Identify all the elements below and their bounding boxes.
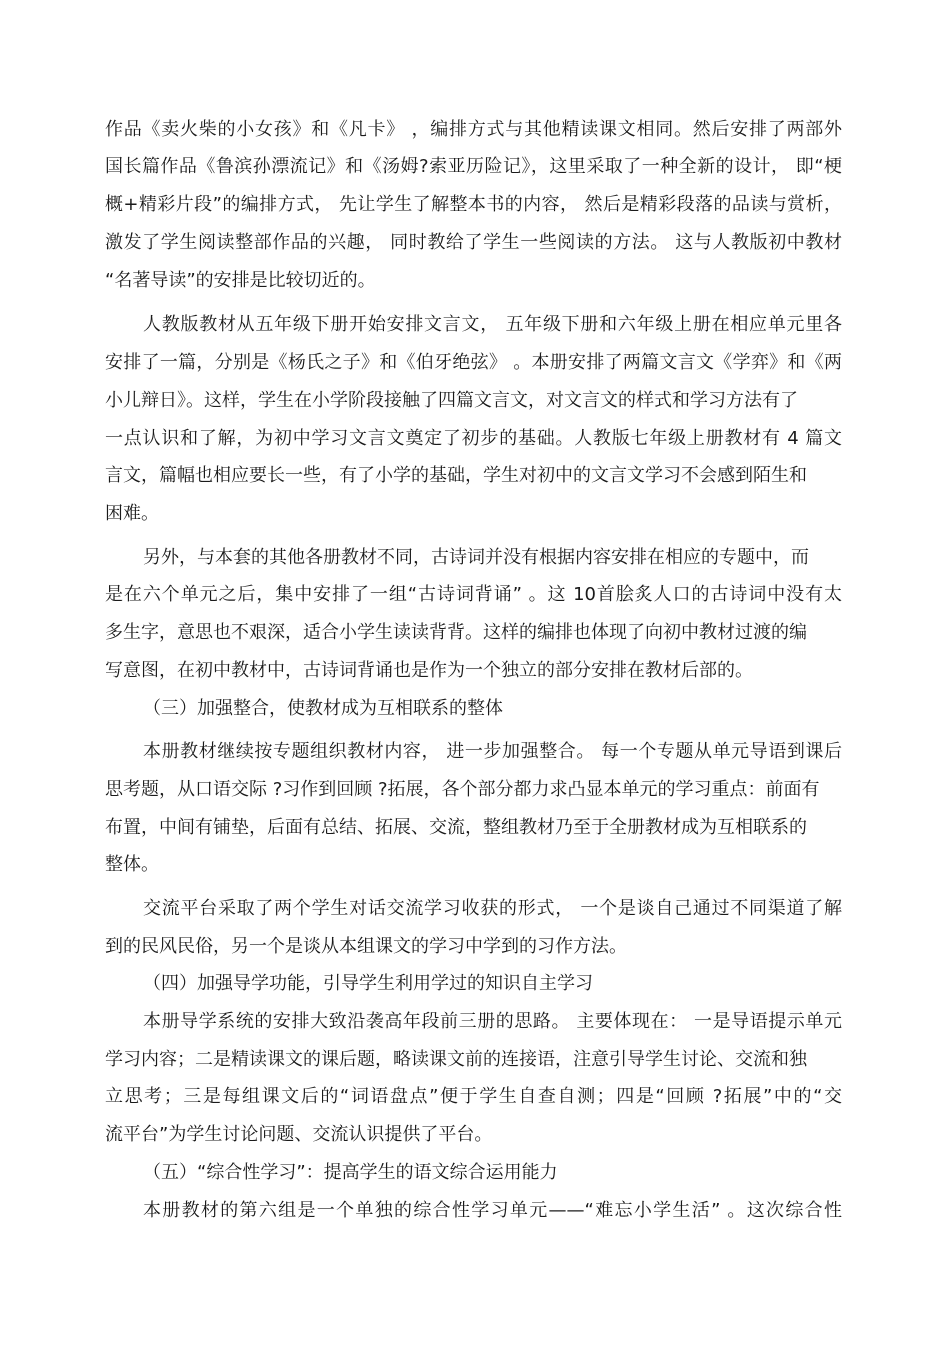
text-line: 整体。 <box>105 854 159 875</box>
text-line: 一点认识和了解，为初中学习文言文奠定了初步的基础。人教版七年级上册教材有 4 篇文 <box>105 428 842 449</box>
text-line: 另外，与本套的其他各册教材不同，古诗词并没有根据内容安排在相应的专题中，而 <box>143 547 809 568</box>
text-line: 小儿辩日》。这样，学生在小学阶段接触了四篇文言文，对文言文的样式和学习方法有了 <box>105 390 798 411</box>
text-line: 概+精彩片段”的编排方式， 先让学生了解整本书的内容， 然后是精彩段落的品读与赏析， <box>105 194 842 215</box>
text-line: 作品《卖火柴的小女孩》和《凡卡》 ，编排方式与其他精读课文相同。然后安排了两部外 <box>105 119 842 140</box>
text-line: 言文，篇幅也相应要长一些，有了小学的基础，学生对初中的文言文学习不会感到陌生和 <box>105 465 807 486</box>
text-line: 本册导学系统的安排大致沿袭高年段前三册的思路。 主要体现在： 一是导语提示单元 <box>143 1011 842 1032</box>
text-line: “名著导读”的安排是比较切近的。 <box>105 270 376 291</box>
text-line: 学习内容；二是精读课文的课后题，略读课文前的连接语，注意引导学生讨论、交流和独 <box>105 1049 807 1070</box>
text-line: 思考题，从口语交际 ?习作到回顾 ?拓展，各个部分都力求凸显本单元的学习重点：前面有 <box>105 779 820 800</box>
text-line: 交流平台采取了两个学生对话交流学习收获的形式， 一个是谈自己通过不同渠道了解 <box>143 898 842 919</box>
text-line: 布置，中间有铺垫，后面有总结、拓展、交流，整组教材乃至于全册教材成为互相联系的 <box>105 817 807 838</box>
text-line: 困难。 <box>105 503 159 524</box>
text-line: 到的民风民俗，另一个是谈从本组课文的学习中学到的习作方法。 <box>105 936 627 957</box>
text-line: 写意图，在初中教材中，古诗词背诵也是作为一个独立的部分安排在教材后部的。 <box>105 660 753 681</box>
text-line: 激发了学生阅读整部作品的兴趣， 同时教给了学生一些阅读的方法。 这与人教版初中教材 <box>105 232 842 253</box>
text-line: 是在六个单元之后，集中安排了一组“古诗词背诵” 。这 10首脍炙人口的古诗词中没有太 <box>105 584 842 605</box>
text-line: 人教版教材从五年级下册开始安排文言文， 五年级下册和六年级上册在相应单元里各 <box>143 314 842 335</box>
text-line: 安排了一篇，分别是《杨氏之子》和《伯牙绝弦》 。本册安排了两篇文言文《学弈》和《两 <box>105 352 842 373</box>
text-line: 本册教材的第六组是一个单独的综合性学习单元——“难忘小学生活” 。这次综合性 <box>143 1200 842 1221</box>
section-heading: （三）加强整合，使教材成为互相联系的整体 <box>143 698 503 719</box>
text-line: 立思考；三是每组课文后的“词语盘点”便于学生自查自测；四是“回顾 ?拓展”中的“交 <box>105 1086 842 1107</box>
text-line: 多生字，意思也不艰深，适合小学生读读背背。这样的编排也体现了向初中教材过渡的编 <box>105 622 807 643</box>
section-heading: （四）加强导学功能，引导学生利用学过的知识自主学习 <box>143 973 593 994</box>
section-heading: （五）“综合性学习”：提高学生的语文综合运用能力 <box>143 1162 558 1183</box>
text-line: 流平台”为学生讨论问题、交流认识提供了平台。 <box>105 1124 493 1145</box>
text-line: 本册教材继续按专题组织教材内容， 进一步加强整合。 每一个专题从单元导语到课后 <box>143 741 842 762</box>
text-line: 国长篇作品《鲁滨孙漂流记》和《汤姆?索亚历险记》，这里采取了一种全新的设计， 即“梗 <box>105 156 842 177</box>
